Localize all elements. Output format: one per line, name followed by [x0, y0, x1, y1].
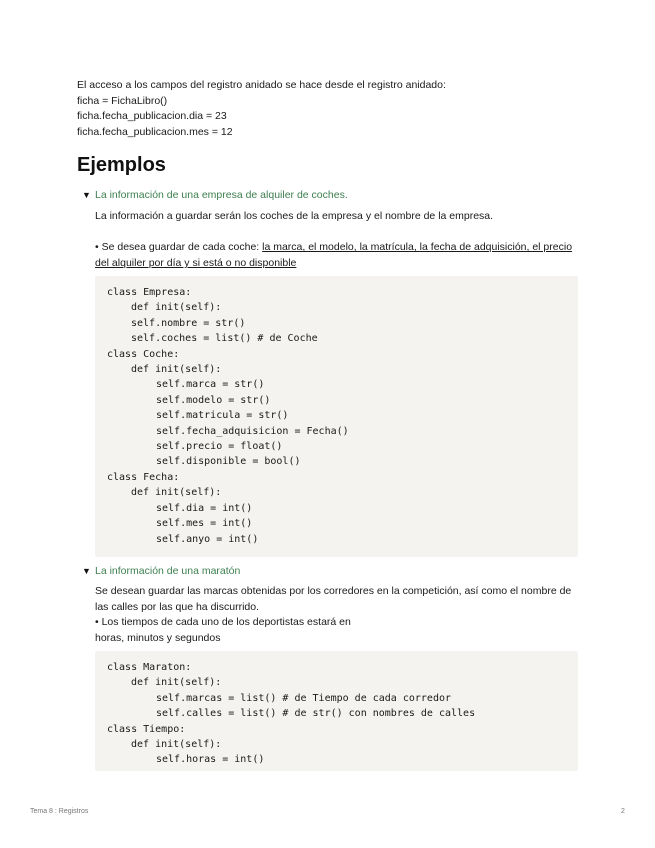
intro-line: ficha.fecha_publicacion.dia = 23	[77, 110, 227, 122]
code-line: class Maraton:	[107, 662, 192, 673]
code-line: def init(self):	[131, 364, 222, 376]
code-line: def init(self):	[131, 739, 222, 751]
triangle-down-icon: ▼	[82, 566, 91, 576]
bullet-line: • Los tiempos de cada uno de los deportistas estará en	[95, 616, 351, 628]
bullet-underlined: la marca, el modelo, la matrícula, la fecha de adquisición, el precio del alquiler por día y si está o no disponible	[95, 241, 573, 269]
code-line: self.horas = int()	[156, 754, 265, 766]
code-line: class Tiempo:	[107, 723, 186, 735]
code-block-empresa	[95, 276, 578, 557]
code-line: def init(self):	[131, 677, 222, 689]
triangle-down-icon: ▼	[82, 190, 91, 200]
code-line: self.matricula = str()	[156, 410, 289, 422]
code-line: self.fecha_adquisicion = Fecha()	[156, 425, 349, 437]
example-empresa-description	[95, 208, 579, 224]
code-line: self.mes = int()	[156, 518, 253, 530]
toggle-label: La información de una maratón	[95, 565, 241, 577]
code-line: self.calles = list() # de str() con nombres de calles	[156, 708, 476, 720]
description-text: La información a guardar serán los coches de la empresa y el nombre de la empresa.	[95, 210, 494, 222]
intro-text	[77, 78, 617, 140]
code-block-maraton	[95, 651, 578, 771]
code-line: class Empresa:	[107, 287, 192, 298]
code-line: self.modelo = str()	[156, 394, 271, 406]
code-line: self.anyo = int()	[156, 533, 259, 545]
bullet-prefix: • Se desea guardar de cada coche:	[95, 241, 263, 253]
code-line: self.disponible = bool()	[156, 456, 301, 468]
intro-line: ficha = FichaLibro()	[77, 94, 168, 107]
example-maraton-description	[95, 584, 579, 646]
description-text: Se desean guardar las marcas obtenidas por los corredores en la competición, así como el nombre de las calles por las que ha discurrido.	[95, 585, 572, 613]
code-line: self.marca = str()	[156, 379, 265, 391]
code-line: self.marcas = list() # de Tiempo de cada corredor	[156, 692, 452, 704]
code-line: self.dia = int()	[156, 502, 253, 514]
footer-title: Tema 8 : Registros	[30, 808, 89, 815]
toggle-maraton[interactable]	[82, 564, 240, 578]
intro-line: El acceso a los campos del registro anidado se hace desde el registro anidado:	[77, 79, 446, 91]
toggle-empresa[interactable]	[82, 188, 348, 202]
code-line: self.nombre = str()	[131, 317, 246, 329]
code-line: self.precio = float()	[156, 441, 283, 453]
code-line: def init(self):	[131, 487, 222, 499]
page-number: 2	[621, 808, 625, 815]
code-line: self.coches = list() # de Coche	[131, 333, 318, 345]
code-line: class Coche:	[107, 348, 180, 360]
code-line: class Fecha:	[107, 471, 180, 483]
toggle-label: La información de una empresa de alquiler de coches.	[95, 189, 348, 201]
code-line: def init(self):	[131, 302, 222, 314]
intro-line: ficha.fecha_publicacion.mes = 12	[77, 125, 233, 138]
section-heading: Ejemplos	[77, 154, 166, 176]
bullet-line: horas, minutos y segundos	[95, 631, 221, 644]
example-empresa-bullet	[95, 239, 579, 271]
